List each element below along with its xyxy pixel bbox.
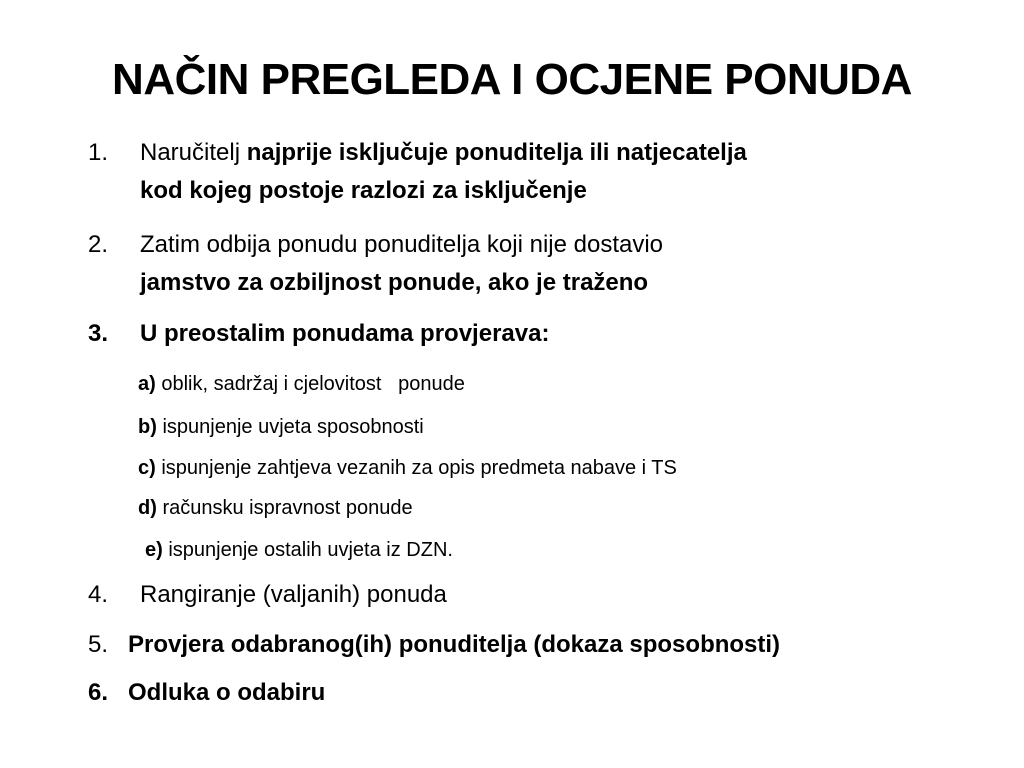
sub-item-letter: a) [138,373,156,395]
list-item-bold-text: Provjera odabranog(ih) ponuditelja (dokaza sposobnosti) [128,631,781,658]
sub-item-b [138,413,424,441]
sub-item-a [138,370,465,398]
list-item-body [140,226,663,302]
sub-item-d [138,494,413,522]
list-item-3 [88,315,968,353]
list-item-1 [88,134,968,210]
list-item-number: 2. [88,231,109,258]
list-item-number: 3. [88,320,109,347]
list-item-2 [88,226,968,302]
sub-item-text: ispunjenje uvjeta sposobnosti [162,416,424,438]
sub-item-letter: c) [138,457,156,479]
list-item-6 [88,674,968,712]
list-item-bold-text: jamstvo za ozbiljnost ponude, ako je traženo [140,269,649,296]
list-item-4 [88,576,968,614]
sub-item-letter: e) [145,539,163,561]
list-item-5 [88,626,968,664]
sub-item-letter: d) [138,497,157,519]
sub-item-c [138,454,677,482]
sub-item-e [145,536,453,564]
sub-item-text: ispunjenje zahtjeva vezanih za opis predmeta nabave i TS [161,457,677,479]
sub-item-text: računsku ispravnost ponude [162,497,413,519]
list-item-text: Rangiranje (valjanih) ponuda [140,581,447,608]
list-item-text: Naručitelj [140,139,247,166]
list-item-number: 1. [88,139,109,166]
list-item-bold-text: Odluka o odabiru [128,679,326,706]
sub-item-text: oblik, sadržaj i cjelovitost ponude [161,373,465,395]
list-item-bold-text: najprije isključuje ponuditelja ili natjecatelja [246,139,747,166]
list-item-number: 4. [88,581,109,608]
list-item-bold-text: U preostalim ponudama provjerava: [140,320,550,347]
slide-title: NAČIN PREGLEDA I OCJENE PONUDA [112,55,912,104]
list-item-number: 6. [88,679,109,706]
list-item-line [140,134,747,172]
sub-item-letter: b) [138,416,157,438]
list-item-body [140,134,747,210]
list-item-bold-text: kod kojeg postoje razlozi za isključenje [140,177,587,204]
list-item-text: Zatim odbija ponudu ponuditelja koji nije dostavio [140,231,664,258]
sub-item-text: ispunjenje ostalih uvjeta iz DZN. [168,539,453,561]
list-item-number: 5. [88,631,109,658]
